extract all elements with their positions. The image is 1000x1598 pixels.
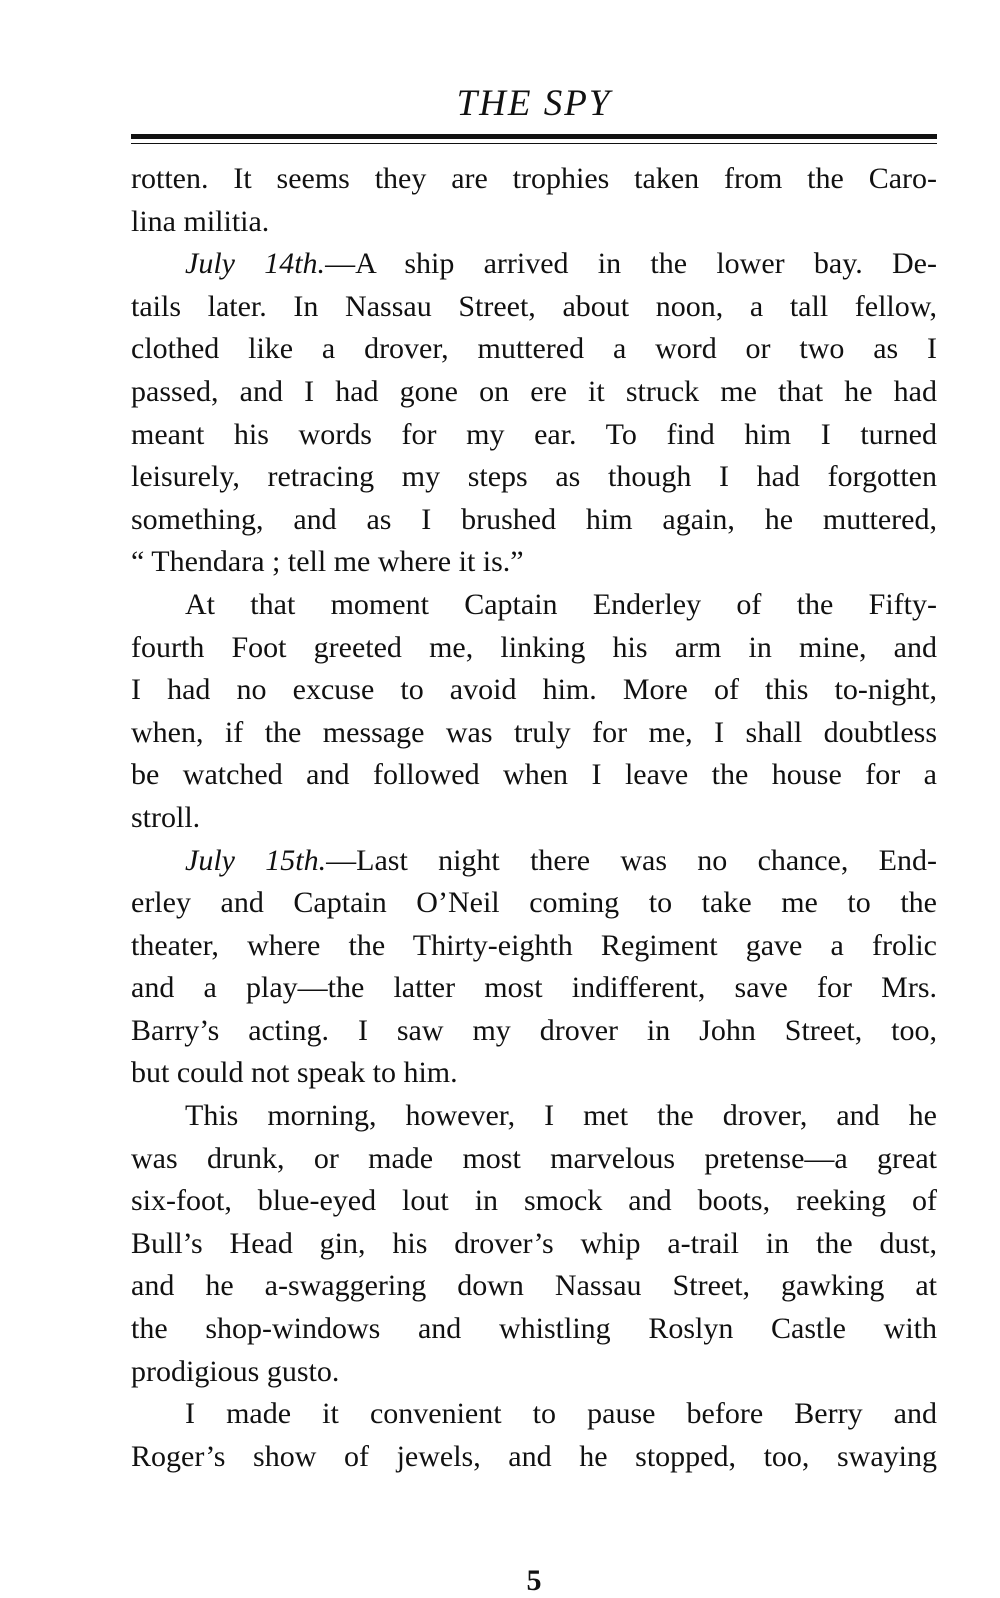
book-page xyxy=(131,78,937,1597)
text-line: meant his words for my ear. To find him I turned xyxy=(131,417,937,451)
text-line: theater, where the Thirty-eighth Regiment gave a frolic xyxy=(131,928,937,962)
diary-date: July 15th. xyxy=(185,843,327,877)
text-line: prodigious gusto. xyxy=(131,1354,340,1388)
text-line: This morning, however, I met the drover, and he xyxy=(185,1099,937,1133)
text-line: clothed like a drover, muttered a word or two as I xyxy=(131,332,937,366)
text-line: passed, and I had gone on ere it struck me that he had xyxy=(131,374,937,408)
text-line: I made it convenient to pause before Berry and xyxy=(185,1397,937,1431)
page-number: 5 xyxy=(526,1564,542,1597)
header-rule-thin xyxy=(131,143,937,144)
text-line: I had no excuse to avoid him. More of this to-night, xyxy=(131,673,937,707)
text-line: but could not speak to him. xyxy=(131,1056,458,1090)
text-line: be watched and followed when I leave the house for a xyxy=(131,758,937,792)
running-head-title: THE SPY xyxy=(456,83,612,124)
text-line: something, and as I brushed him again, he muttered, xyxy=(131,502,937,536)
text-line: Bull’s Head gin, his drover’s whip a-trail in the dust, xyxy=(131,1226,937,1260)
text-line-rest: —Last night there was no chance, End- xyxy=(326,843,937,877)
text-line: leisurely, retracing my steps as though I had forgotten xyxy=(131,460,937,494)
text-line: At that moment Captain Enderley of the Fifty- xyxy=(185,587,937,621)
text-line: and a play—the latter most indifferent, save for Mrs. xyxy=(131,971,937,1005)
text-line: stroll. xyxy=(131,800,201,834)
text-line: six-foot, blue-eyed lout in smock and boots, reeking of xyxy=(131,1184,937,1218)
text-line-rest: —A ship arrived in the lower bay. De- xyxy=(325,247,937,281)
text-line: when, if the message was truly for me, I shall doubtless xyxy=(131,715,937,749)
header-rule-thick xyxy=(131,134,937,139)
text-line: Roger’s show of jewels, and he stopped, too, swaying xyxy=(131,1439,937,1473)
text-line: fourth Foot greeted me, linking his arm in mine, and xyxy=(131,630,937,664)
text-line: and he a-swaggering down Nassau Street, gawking at xyxy=(131,1269,937,1303)
text-line: erley and Captain O’Neil coming to take me to the xyxy=(131,886,937,920)
body-text xyxy=(131,158,937,1478)
text-line: the shop-windows and whistling Roslyn Castle with xyxy=(131,1312,937,1346)
diary-date: July 14th. xyxy=(185,247,326,281)
text-line xyxy=(131,243,937,286)
text-line: Barry’s acting. I saw my drover in John Street, too, xyxy=(131,1013,937,1047)
text-line: was drunk, or made most marvelous pretense—a great xyxy=(131,1141,937,1175)
text-line: rotten. It seems they are trophies taken from the Caro- xyxy=(131,162,937,195)
text-line: lina militia. xyxy=(131,204,270,238)
text-line: tails later. In Nassau Street, about noon, a tall fellow, xyxy=(131,289,937,323)
text-line: “ Thendara ; tell me where it is.” xyxy=(131,545,524,579)
text-line xyxy=(131,840,937,883)
